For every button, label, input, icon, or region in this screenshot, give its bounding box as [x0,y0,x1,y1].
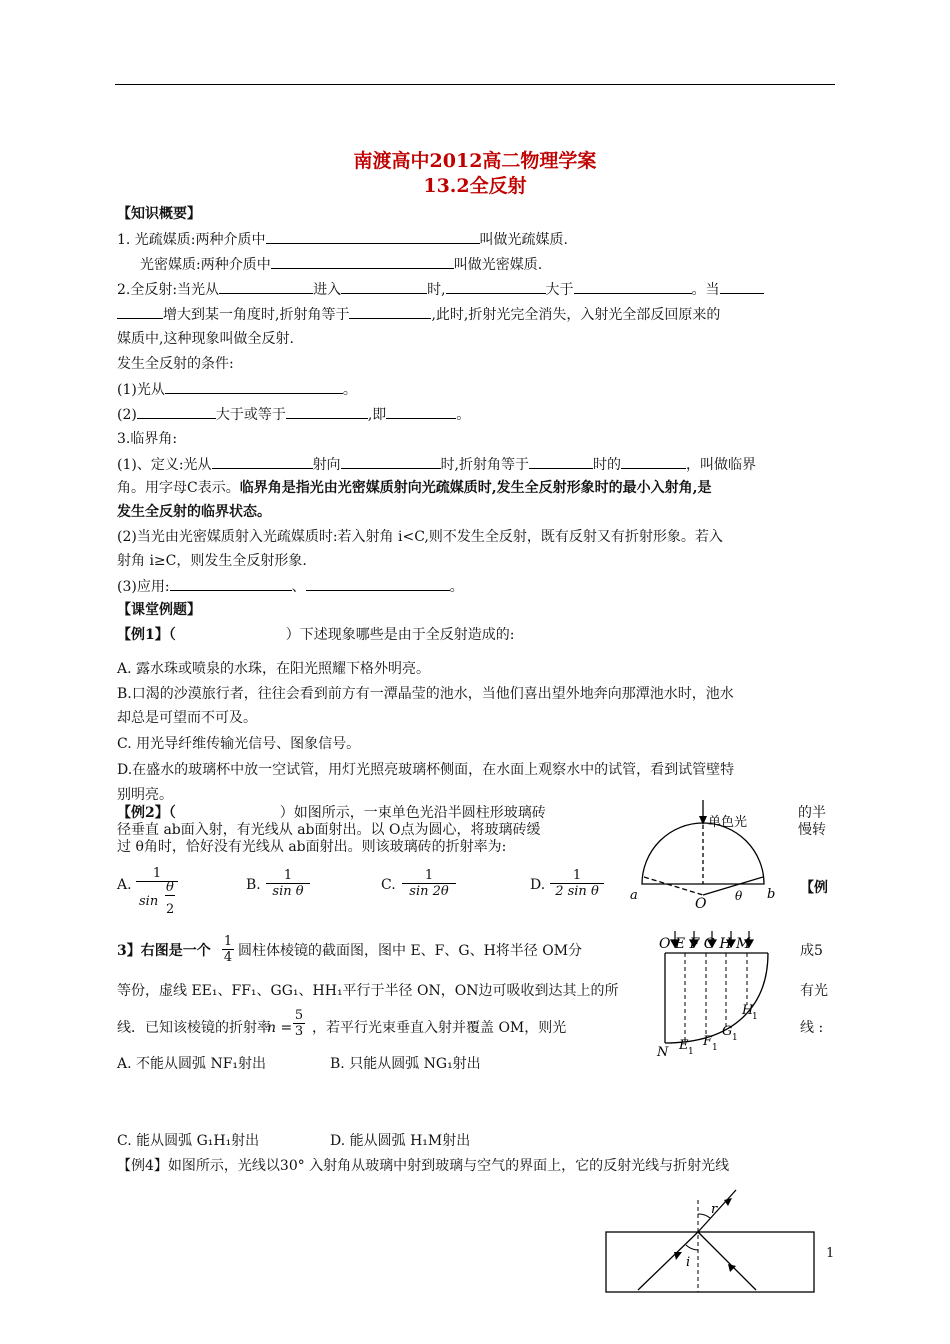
text-line: 有光 [800,983,828,999]
option-text: B.口渴的沙漠旅行者，往往会看到前方有一潭晶莹的池水，当他们喜出望外地奔向那潭池水时，池水 [117,686,734,702]
text-line: 1. 光疏媒质:两种介质中 叫做光疏媒质. [117,232,568,248]
svg-text:1: 1 [688,1047,694,1057]
svg-text:N: N [657,1045,669,1060]
svg-text:a: a [630,888,638,903]
text-line: 发生全反射的临界状态。 [117,504,271,520]
text-line: 成5 [800,943,823,959]
text-line: 等份，虚线 EE₁、FF₁、GG₁、HH₁平行于半径 ON，ON边可吸收到达其上的所 [117,983,619,999]
svg-text:θ: θ [735,889,743,903]
svg-text:b: b [767,887,776,902]
text-line: 圆柱体棱镜的截面图，图中 E、F、G、H将半径 OM分 [238,943,583,959]
text-line: (1)、定义:光从 射向 时,折射角等于 时的 ，叫做临界 [117,457,757,473]
fraction-D: 1 2 sin θ [550,868,604,899]
text-line: 射角 i≥C，则发生全反射形象. [117,553,307,569]
fig2-label: 单色光 [708,815,748,830]
text-line: 的半 [798,805,826,821]
text-line: 慢转 [798,822,826,838]
text-line: 媒质中,这种现象叫做全反射. [117,331,294,347]
text-line: 发生全反射的条件: [117,356,234,372]
option-C: C. [381,877,396,893]
document-subtitle: 13.2全反射 [423,175,527,197]
svg-text:O: O [695,896,707,910]
fraction-C: 1 sin 2θ [402,868,456,899]
svg-text:G: G [722,1024,733,1039]
option-text: B. 只能从圆弧 NG₁射出 [330,1056,481,1072]
option-D: D. [530,877,546,893]
example-4-stem: 【例4】如图所示，光线以30° 入射角从玻璃中射到玻璃与空气的界面上，它的反射光线与折射光线 [117,1158,730,1174]
text-line: 光密媒质:两种介质中 叫做光密媒质. [140,257,543,273]
svg-text:E: E [679,1038,689,1053]
option-text: D. 能从圆弧 H₁M射出 [330,1133,471,1149]
figure-glass-air-interface [598,1180,823,1295]
text-line: 过 θ角时，恰好没有光线从 ab面射出。则该玻璃砖的折射率为: [117,839,507,855]
option-text: C. 用光导纤维传输光信号、图象信号。 [117,736,361,752]
svg-text:1: 1 [752,1012,758,1022]
svg-text:F: F [703,1034,713,1049]
example-3-tag: 【例 [800,880,828,896]
option-text: C. 能从圆弧 G₁H₁射出 [117,1133,260,1149]
text-line: 增大到某一角度时,折射角等于 ,此时,折射光完全消失，入射光全部反回原来的 [117,305,720,324]
svg-text:r: r [711,1202,718,1217]
svg-text:H: H [742,1003,754,1018]
text-line: 角。用字母C表示。临界角是指光由光密媒质射向光疏媒质时,发生全反射形象时的最小入射角,是 [117,480,712,496]
section-heading-knowledge: 【知识概要】 [117,206,201,222]
text-line: (1)光从 。 [117,382,357,398]
option-text: A. 露水珠或喷泉的水珠，在阳光照耀下格外明亮。 [117,661,431,677]
text-line: 径垂直 ab面入射，有光线从 ab面射出。以 O点为圆心，将玻璃砖缓 [117,822,541,838]
fraction-B: 1 sin θ [266,868,310,899]
svg-text:1: 1 [732,1033,738,1043]
figure-quarter-cylinder [655,925,780,1065]
text-line: ，若平行光束垂直入射并覆盖 OM，则光 [312,1020,567,1036]
text-line: 线 : [800,1020,824,1036]
option-A: A. [117,877,132,893]
text-line: n = [267,1020,293,1036]
text-line: (2) 大于或等于 ,即 。 [117,407,471,423]
option-text: 却总是可望而不可及。 [117,710,257,726]
section-heading-examples: 【课堂例题】 [117,602,201,618]
text-line: 3.临界角: [117,431,178,447]
page-number: 1 [826,1246,835,1261]
text-line: (3)应用: 、 。 [117,579,464,595]
document-title: 南渡高中2012高二物理学案 [353,150,597,172]
fraction-A: 1 sin θ 2 [136,866,178,922]
svg-text:i: i [686,1255,691,1270]
example-2-stem: 【例2】（ ）如图所示，一束单色光沿半圆柱形玻璃砖 [117,805,546,821]
fraction-five-thirds: 5 3 [294,1008,304,1039]
figure-semicircle-glass [620,795,785,910]
option-B: B. [246,877,261,893]
text-line: 线．已知该棱镜的折射率 [117,1020,271,1036]
svg-text:O E F G H M: O E F G H M [659,936,751,952]
option-text: D.在盛水的玻璃杯中放一空试管，用灯光照亮玻璃杯侧面，在水面上观察水中的试管，看到试管壁特 [117,762,735,778]
text-line: (2)当光由光密媒质射入光疏媒质时:若入射角 i<C,则不发生全反射，既有反射又有折射形象。若入 [117,529,723,545]
option-text: 别明亮。 [117,787,173,803]
example-1-stem: 【例1】（ ）下述现象哪些是由于全反射造成的: [117,627,515,643]
fraction-quarter: 1 4 [223,934,233,965]
text-line: 2.全反射:当光从 进入 时, 大于 。当 [117,280,764,299]
option-text: A. 不能从圆弧 NF₁射出 [117,1056,267,1072]
header-rule [115,84,835,85]
svg-text:1: 1 [712,1043,718,1053]
example-3-stem: 3】右图是一个 [117,943,211,959]
